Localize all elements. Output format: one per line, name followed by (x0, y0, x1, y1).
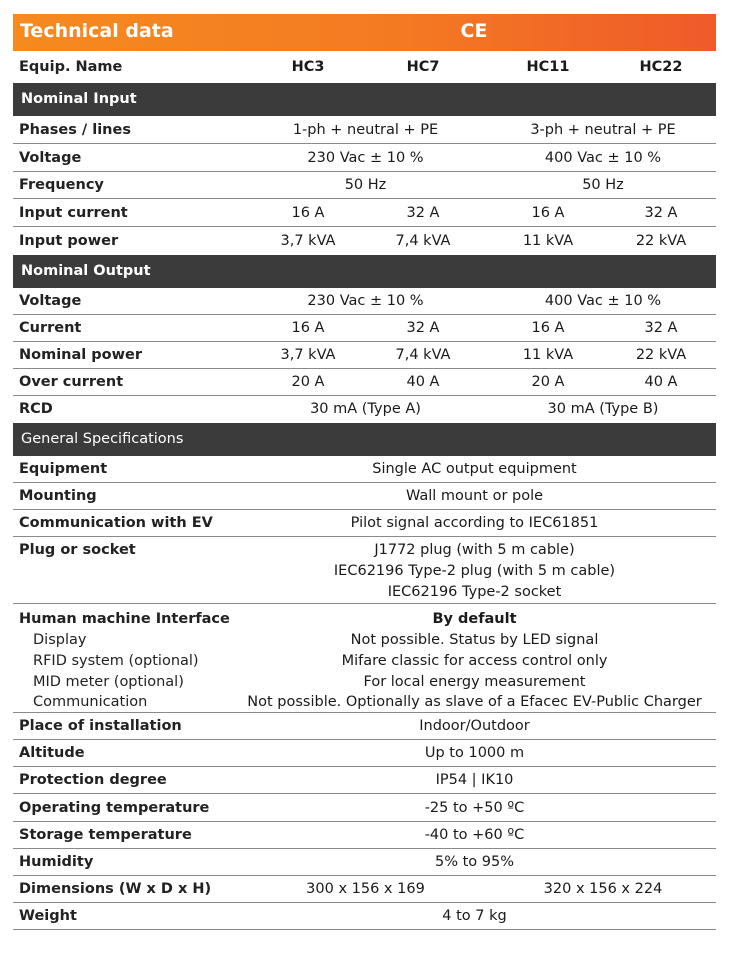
row-value: Indoor/Outdoor (419, 718, 530, 734)
value-hc7: 40 A (406, 374, 440, 390)
value-single-phase: 300 x 156 x 169 (306, 881, 425, 897)
row-value: -40 to +60 ºC (424, 827, 525, 843)
equip-name-label: Equip. Name (19, 59, 123, 75)
row-label: Weight (19, 908, 77, 924)
value-hc11: 16 A (531, 205, 565, 221)
plug-option: J1772 plug (with 5 m cable) (374, 542, 575, 558)
row-equipment (13, 456, 716, 483)
technical-data-table (13, 14, 716, 930)
value-three-phase: 400 Vac ± 10 % (544, 150, 662, 166)
value-hc7: 7,4 kVA (395, 233, 451, 249)
row-label: Human machine Interface (19, 611, 230, 627)
row-value: IP54 | IK10 (435, 772, 514, 788)
row-label: Voltage (19, 293, 82, 309)
row-operating-temperature (13, 794, 716, 822)
hmi-sub-value: Not possible. Optionally as slave of a Efacec EV-Public Charger (247, 694, 702, 710)
value-three-phase: 320 x 156 x 224 (543, 881, 663, 897)
value-single-phase: 230 Vac ± 10 % (307, 293, 424, 309)
hmi-sub-value: For local energy measurement (363, 674, 586, 690)
model-hc11: HC11 (526, 59, 570, 75)
value-hc22: 22 kVA (635, 233, 687, 249)
section-title: Nominal Input (21, 91, 137, 107)
row-label: Protection degree (19, 772, 167, 788)
row-phases (13, 116, 716, 144)
value-three-phase: 400 Vac ± 10 % (544, 293, 662, 309)
section-nominal-input (13, 83, 716, 116)
row-frequency (13, 172, 716, 199)
row-label: Equipment (19, 461, 108, 477)
value-hc3: 20 A (291, 374, 325, 390)
value-hc22: 32 A (644, 205, 678, 221)
model-hc7: HC7 (406, 59, 440, 75)
value-hc7: 32 A (406, 320, 440, 336)
value-hc11: 20 A (531, 374, 565, 390)
row-human-machine-interface (13, 604, 716, 713)
row-output-voltage (13, 288, 716, 315)
hmi-sub-label: MID meter (optional) (33, 674, 184, 690)
value-three-phase: 3-ph + neutral + PE (530, 122, 676, 138)
row-label: Voltage (19, 150, 82, 166)
section-title: General Specifications (21, 431, 184, 447)
row-label: Altitude (19, 745, 85, 761)
row-protection-degree (13, 767, 716, 794)
hmi-sub-label: RFID system (optional) (33, 653, 199, 669)
value-hc11: 11 kVA (522, 347, 574, 363)
model-hc22: HC22 (639, 59, 683, 75)
value-hc3: 3,7 kVA (280, 347, 336, 363)
row-label: Nominal power (19, 347, 143, 363)
row-value: 4 to 7 kg (442, 908, 507, 924)
row-label: RCD (19, 401, 53, 417)
row-label: Input power (19, 233, 119, 249)
value-hc11: 11 kVA (522, 233, 574, 249)
value-hc11: 16 A (531, 320, 565, 336)
row-input-voltage (13, 144, 716, 172)
hmi-sub-label: Communication (33, 694, 148, 710)
value-hc3: 3,7 kVA (280, 233, 336, 249)
value-hc22: 22 kVA (635, 347, 687, 363)
row-label: Place of installation (19, 718, 182, 734)
row-value: Wall mount or pole (405, 488, 544, 504)
row-label: Communication with EV (19, 515, 213, 531)
row-value: Pilot signal according to IEC61851 (350, 515, 599, 531)
value-hc7: 32 A (406, 205, 440, 221)
row-label: Operating temperature (19, 800, 210, 816)
value-three-phase: 50 Hz (582, 177, 624, 193)
hmi-sub-value: Mifare classic for access control only (341, 653, 608, 669)
plug-option: IEC62196 Type-2 socket (387, 584, 562, 600)
row-humidity (13, 849, 716, 876)
certification-label: CE (460, 20, 488, 42)
value-single-phase: 1-ph + neutral + PE (292, 122, 439, 138)
hmi-default-heading: By default (432, 611, 517, 627)
row-label: Storage temperature (19, 827, 192, 843)
model-header-row (13, 51, 716, 83)
value-three-phase: 30 mA (Type B) (547, 401, 659, 417)
row-label: Frequency (19, 177, 104, 193)
value-hc22: 32 A (644, 320, 678, 336)
section-title: Nominal Output (21, 263, 151, 279)
value-hc3: 16 A (291, 205, 325, 221)
hmi-sub-label: Display (33, 632, 87, 648)
row-value: -25 to +50 ºC (424, 800, 525, 816)
row-label: Current (19, 320, 82, 336)
row-storage-temperature (13, 822, 716, 849)
row-input-current (13, 199, 716, 227)
title-text: Technical data (20, 20, 174, 42)
row-value: Up to 1000 m (424, 745, 525, 761)
row-label: Dimensions (W x D x H) (19, 881, 212, 897)
title-bar (13, 14, 716, 51)
value-single-phase: 30 mA (Type A) (310, 401, 421, 417)
row-input-power (13, 227, 716, 255)
row-label: Plug or socket (19, 542, 136, 558)
value-single-phase: 50 Hz (344, 177, 387, 193)
row-label: Phases / lines (19, 122, 131, 138)
row-communication-ev (13, 510, 716, 537)
row-rcd (13, 396, 716, 423)
row-value: 5% to 95% (434, 854, 514, 870)
row-plug-or-socket (13, 537, 716, 604)
row-over-current (13, 369, 716, 396)
value-single-phase: 230 Vac ± 10 % (307, 150, 424, 166)
row-value: Single AC output equipment (372, 461, 577, 477)
row-place-of-installation (13, 713, 716, 740)
row-altitude (13, 740, 716, 767)
value-hc3: 16 A (291, 320, 325, 336)
row-dimensions (13, 876, 716, 903)
model-hc3: HC3 (291, 59, 325, 75)
row-label: Over current (19, 374, 124, 390)
row-mounting (13, 483, 716, 510)
row-label: Humidity (19, 854, 94, 870)
row-nominal-power (13, 342, 716, 369)
row-label: Mounting (19, 488, 97, 504)
row-output-current (13, 315, 716, 342)
section-general-specifications (13, 423, 716, 456)
value-hc22: 40 A (644, 374, 678, 390)
row-weight (13, 903, 716, 930)
hmi-sub-value: Not possible. Status by LED signal (350, 632, 599, 648)
row-label: Input current (19, 205, 128, 221)
section-nominal-output (13, 255, 716, 288)
value-hc7: 7,4 kVA (395, 347, 451, 363)
plug-option: IEC62196 Type-2 plug (with 5 m cable) (333, 563, 616, 579)
